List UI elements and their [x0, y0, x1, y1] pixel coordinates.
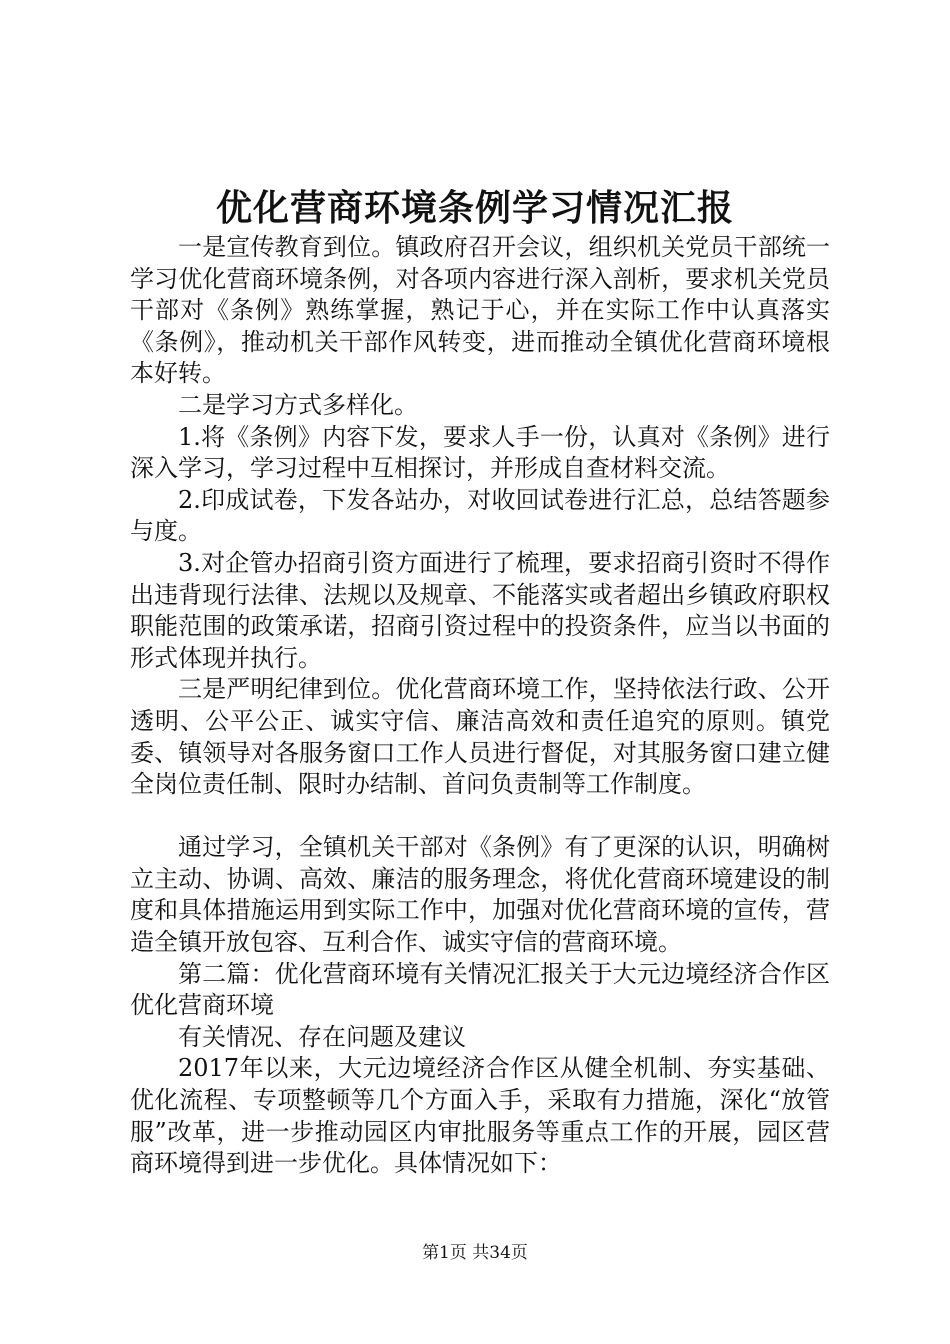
- blank-line: [130, 801, 830, 833]
- paragraph: 三是严明纪律到位。优化营商环境工作，坚持依法行政、公开透明、公平公正、诚实守信、廉洁高效和责任追究的原则。镇党委、镇领导对各服务窗口工作人员进行督促，对其服务窗口建立健全岗位责任制、限时办结制、首问负责制等工作制度。: [130, 675, 830, 799]
- paragraph: 1.将《条例》内容下发，要求人手一份，认真对《条例》进行深入学习，学习过程中互相探讨，并形成自查材料交流。: [130, 422, 830, 483]
- paragraph: 一是宣传教育到位。镇政府召开会议，组织机关党员干部统一学习优化营商环境条例，对各项内容进行深入剖析，要求机关党员干部对《条例》熟练掌握，熟记于心，并在实际工作中认真落实《条例》，推动机关干部作风转变，进而推动全镇优化营商环境根本好转。: [130, 233, 830, 388]
- paragraph: 二是学习方式多样化。: [178, 390, 418, 419]
- paragraph: 2017年以来，大元边境经济合作区从健全机制、夯实基础、优化流程、专项整顿等几个方面入手，采取有力措施，深化“放管服”改革，进一步推动园区内审批服务等重点工作的开展，园区营商环境得到进一步优化。具体情况如下：: [130, 1054, 830, 1178]
- paragraph: 第二篇：优化营商环境有关情况汇报关于大元边境经济合作区优化营商环境: [130, 959, 830, 1020]
- paragraph: 通过学习，全镇机关干部对《条例》有了更深的认识，明确树立主动、协调、高效、廉洁的服务理念，将优化营商环境建设的制度和具体措施运用到实际工作中，加强对优化营商环境的宣传，营造全镇开放包容、互利合作、诚实守信的营商环境。: [130, 833, 830, 957]
- document-title: 优化营商环境条例学习情况汇报: [215, 187, 734, 229]
- paragraph: 2.印成试卷，下发各站办，对收回试卷进行汇总，总结答题参与度。: [130, 485, 830, 546]
- page-number: 第1页 共34页: [422, 1243, 528, 1263]
- paragraph: 3.对企管办招商引资方面进行了梳理，要求招商引资时不得作出违背现行法律、法规以及规章、不能落实或者超出乡镇政府职权职能范围的政策承诺，招商引资过程中的投资条件，应当以书面的形式体现并执行。: [130, 548, 830, 672]
- paragraph: 有关情况、存在问题及建议: [178, 1022, 466, 1051]
- document-body: [130, 232, 830, 1180]
